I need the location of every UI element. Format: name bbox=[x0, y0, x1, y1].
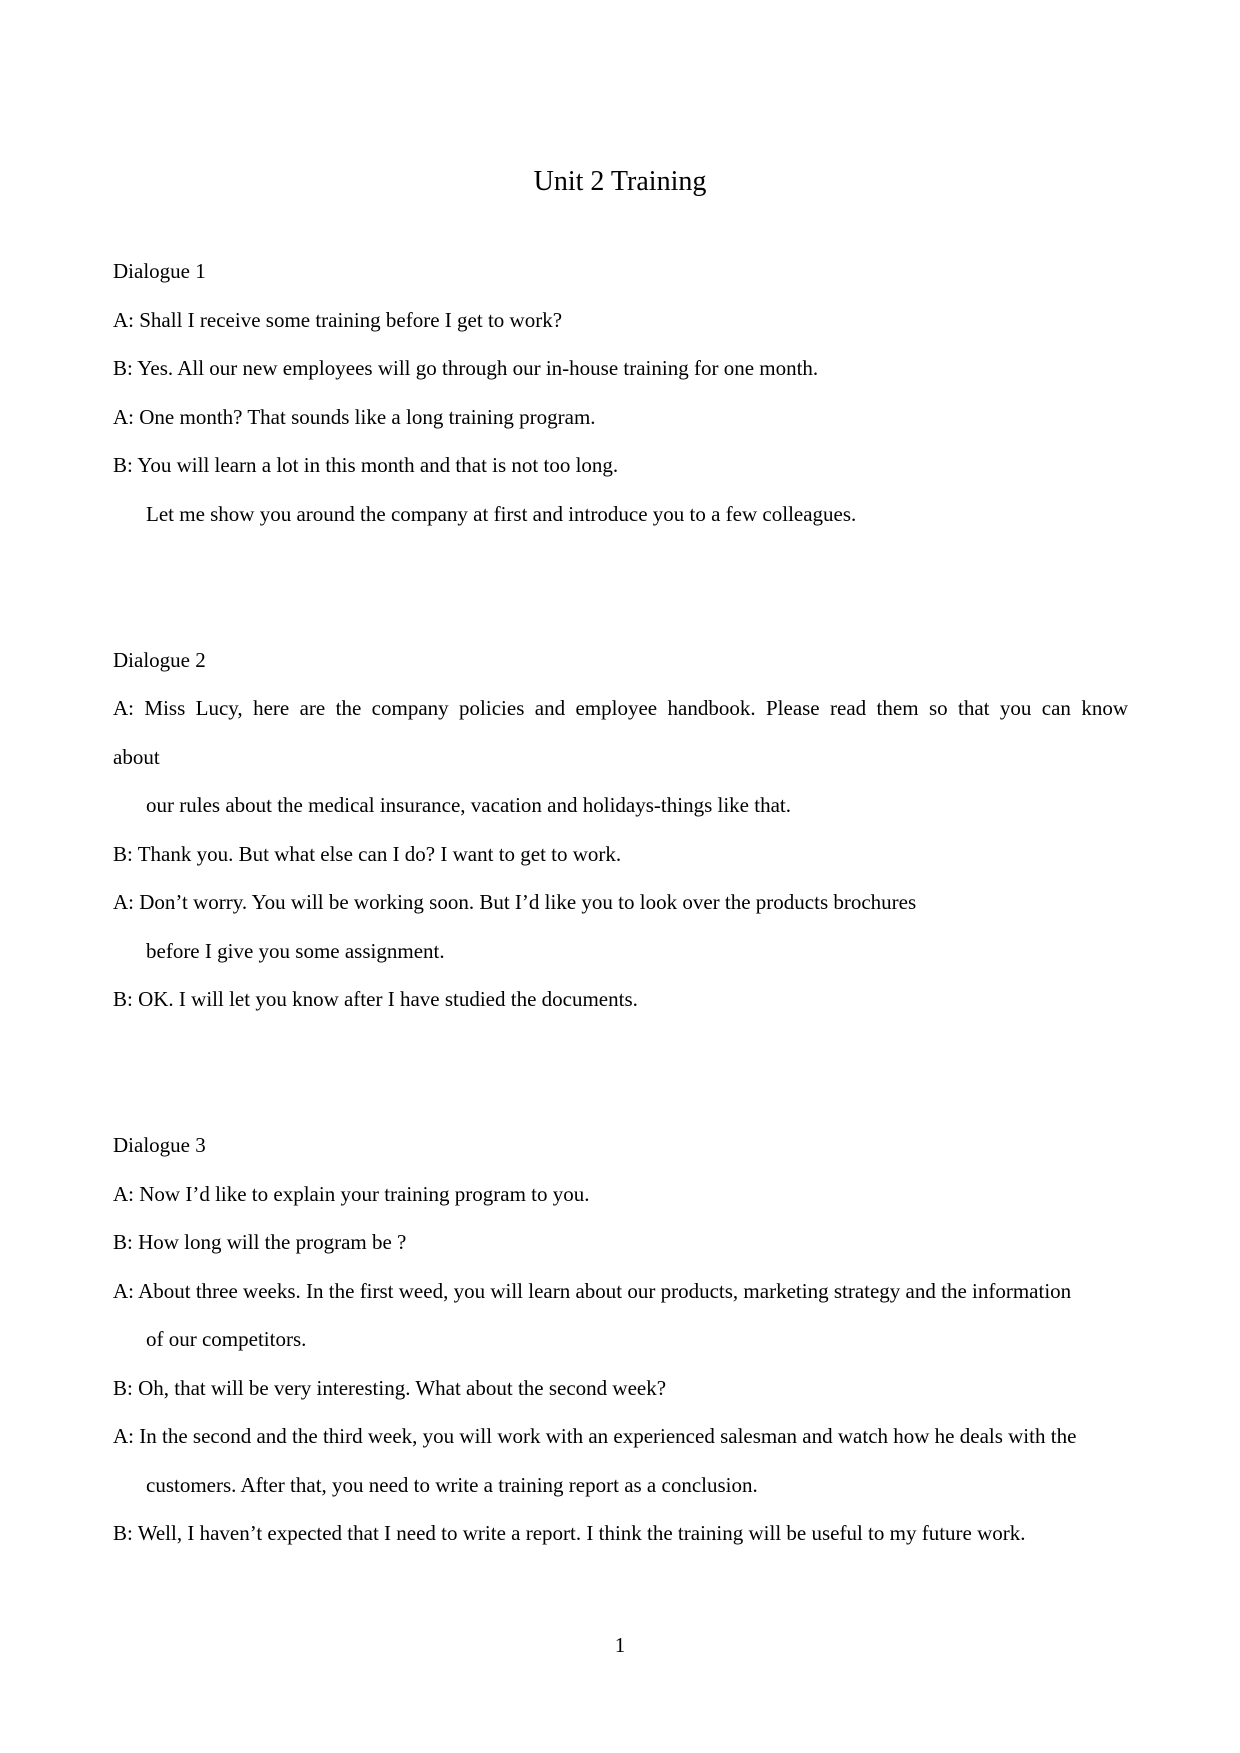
dialogue-2-line: B: Thank you. But what else can I do? I want to get to work. bbox=[113, 842, 622, 866]
dialogue-2-line: about bbox=[113, 745, 160, 769]
dialogue-3-heading: Dialogue 3 bbox=[113, 1133, 206, 1157]
dialogue-1-line: B: You will learn a lot in this month and that is not too long. bbox=[113, 453, 619, 477]
dialogue-3-line: A: In the second and the third week, you will work with an experienced salesman and watch how he deals with the bbox=[113, 1424, 1077, 1448]
dialogue-1-line: A: One month? That sounds like a long training program. bbox=[113, 405, 596, 429]
dialogue-3-line: B: How long will the program be ? bbox=[113, 1230, 407, 1254]
dialogue-2-line: before I give you some assignment. bbox=[146, 939, 445, 963]
dialogue-1-line: B: Yes. All our new employees will go through our in-house training for one month. bbox=[113, 356, 819, 380]
page-title: Unit 2 Training bbox=[533, 166, 707, 197]
dialogue-2-line: our rules about the medical insurance, vacation and holidays-things like that. bbox=[146, 793, 791, 817]
dialogue-2-heading: Dialogue 2 bbox=[113, 648, 206, 672]
dialogue-2-line: A: Miss Lucy, here are the company policies and employee handbook. Please read them so that you can know bbox=[113, 696, 1128, 720]
page-number: 1 bbox=[614, 1633, 626, 1657]
dialogue-1-line: Let me show you around the company at first and introduce you to a few colleagues. bbox=[146, 502, 857, 526]
dialogue-3-line: customers. After that, you need to write a training report as a conclusion. bbox=[146, 1473, 758, 1497]
dialogue-3-line: A: Now I’d like to explain your training program to you. bbox=[113, 1182, 590, 1206]
dialogue-3-line: B: Well, I haven’t expected that I need to write a report. I think the training will be useful to my future work. bbox=[113, 1521, 1026, 1545]
dialogue-2-line: B: OK. I will let you know after I have studied the documents. bbox=[113, 987, 638, 1011]
dialogue-3-line: B: Oh, that will be very interesting. What about the second week? bbox=[113, 1376, 667, 1400]
dialogue-3-line: of our competitors. bbox=[146, 1327, 307, 1351]
dialogue-1-line: A: Shall I receive some training before I get to work? bbox=[113, 308, 563, 332]
dialogue-3-line: A: About three weeks. In the first weed, you will learn about our products, marketing strategy and the information bbox=[113, 1279, 1072, 1303]
dialogue-1-heading: Dialogue 1 bbox=[113, 259, 206, 283]
dialogue-2-line: A: Don’t worry. You will be working soon. But I’d like you to look over the products brochures bbox=[113, 890, 917, 914]
